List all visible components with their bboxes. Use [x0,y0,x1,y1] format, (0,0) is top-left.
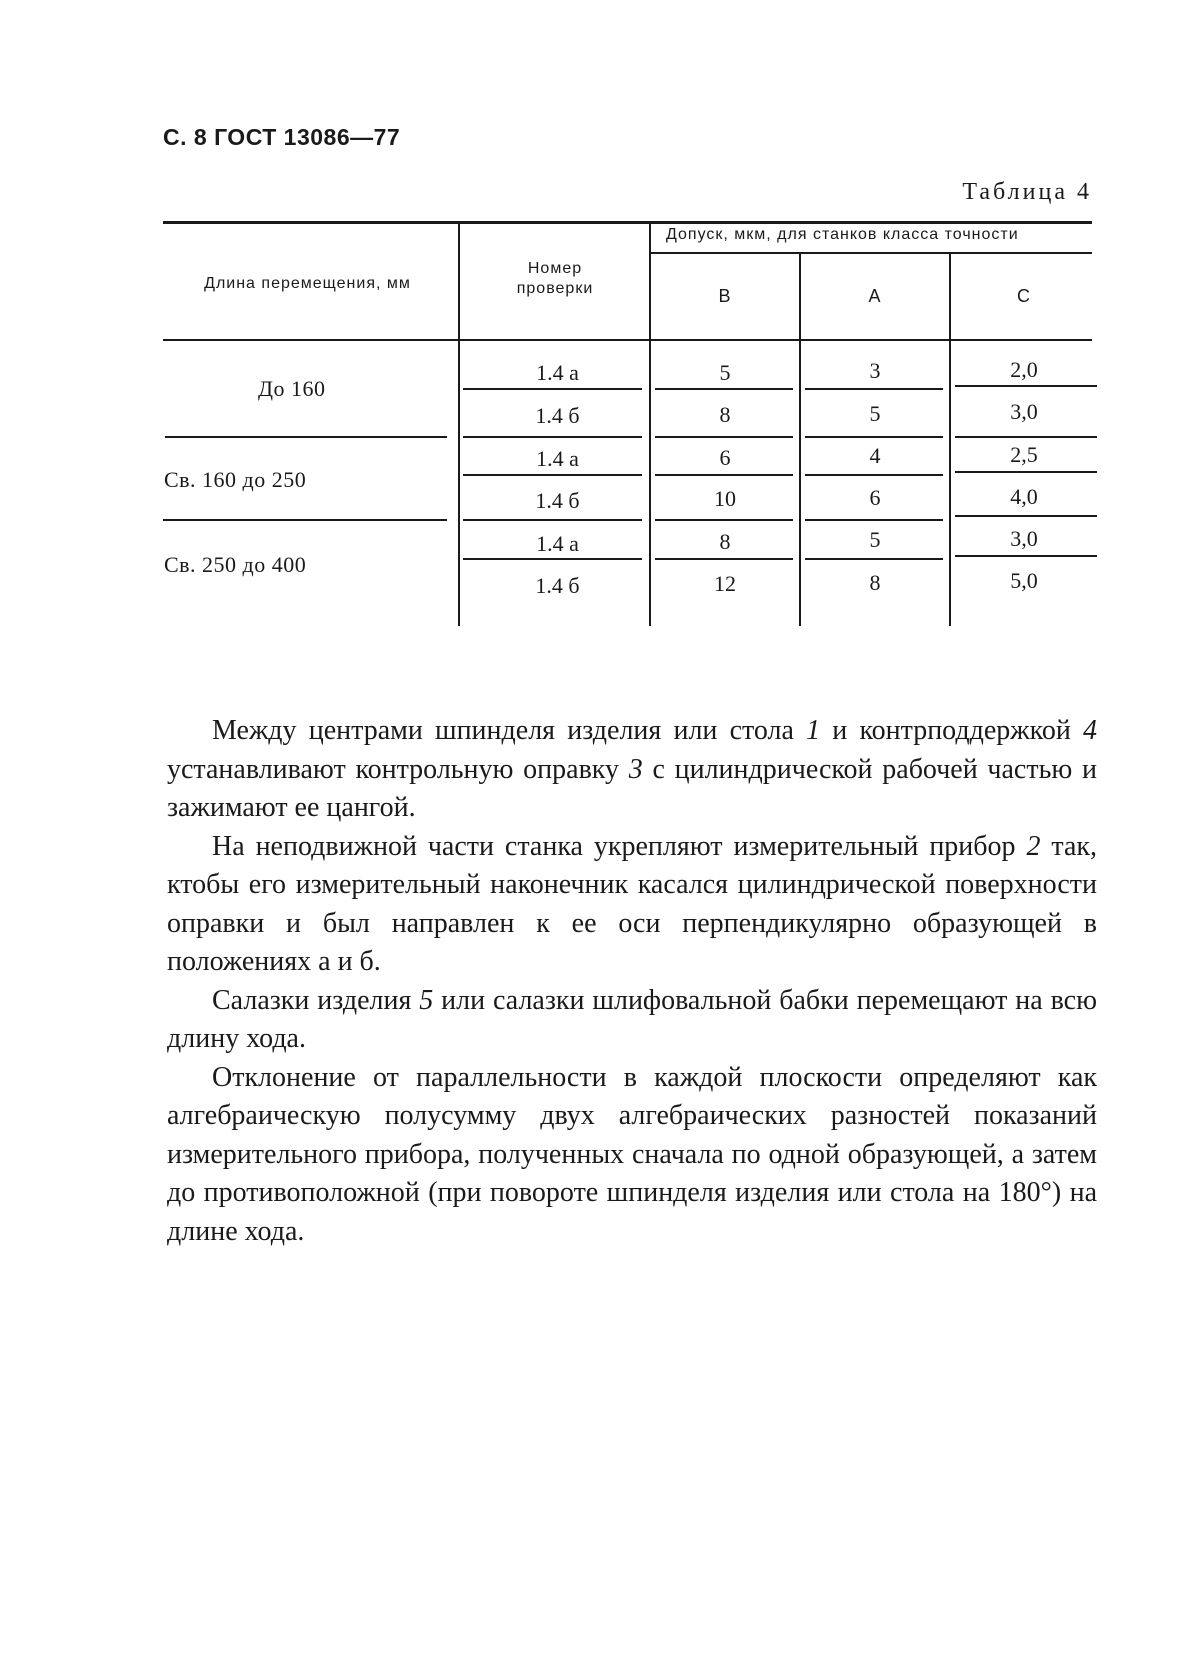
header-check-number-line2: проверки [516,280,594,297]
paragraph-2: На неподвижной части станка укрепляют измерительный прибор 2 так, ктобы его измерительный наконечник касался цилиндрической поверхности оправки и был направлен к ее оси перпендикулярно образующей в положениях а и б. [167,830,1097,977]
cell-class-b: 10 [714,486,736,511]
paragraph-1: Между центрами шпинделя изделия или стола 1 и контрподдержкой 4 устанавливают контрольную оправку 3 с цилиндрической рабочей частью и зажимают ее цангой. [167,715,1097,823]
cell-class-c: 5,0 [1010,568,1038,593]
cell-class-a: 4 [869,443,881,468]
cell-class-a: 5 [869,401,881,426]
row-separator [805,388,943,390]
row-separator [463,558,642,560]
row-separator [655,474,793,476]
cell-check-number: 1.4 а [536,446,579,471]
table-caption: Таблица 4 [962,179,1092,205]
row-separator [805,474,943,476]
row-separator [805,436,943,438]
ref-number: 4 [1083,715,1097,746]
group-label: Св. 250 до 400 [164,552,307,577]
cell-check-number: 1.4 а [536,531,579,556]
row-separator [805,558,943,560]
row-separator [655,519,793,521]
group-separator-2 [163,519,447,521]
cell-class-b: 5 [719,360,731,385]
row-separator [955,385,1097,387]
body-text [167,712,1097,1251]
cell-check-number: 1.4 а [536,360,579,385]
header-class-a: А [868,286,882,306]
ref-number: 2 [1026,830,1041,862]
cell-class-c: 3,0 [1010,526,1038,551]
group-label: До 160 [258,376,326,401]
cell-class-b: 12 [714,571,736,596]
cell-class-b: 6 [719,445,731,470]
cell-class-a: 6 [869,485,881,510]
row-separator [463,388,642,390]
header-length: Длина перемещения, мм [204,275,411,292]
ref-number: 1 [806,715,821,746]
cell-class-b: 8 [719,402,731,427]
cell-check-number: 1.4 б [535,488,580,513]
header-check-number-line1: Номер [527,260,583,277]
paragraph-4: Отклонение от параллельности в каждой плоскости определяют как алгебраическую полусумму двух алгебраических разностей показаний измерительного прибора, полученных сначала по одной образующей, а затем до противоположной (при повороте шпинделя изделия или стола на 180°) на длине хода. [167,1061,1097,1247]
row-separator [655,436,793,438]
ref-number: 5 [419,984,434,1016]
header-class-b: В [718,286,732,306]
row-separator [463,436,642,438]
cell-check-number: 1.4 б [535,573,580,598]
cell-check-number: 1.4 б [535,403,580,428]
row-separator [955,471,1097,473]
group-separator-1 [165,436,447,438]
row-separator [655,388,793,390]
header-class-c: С [1017,286,1031,306]
cell-class-c: 2,0 [1010,357,1038,382]
header-bottom-rule [163,339,1092,341]
header-tolerance: Допуск, мкм, для станков класса точности [666,226,1019,243]
header-check-number [462,259,648,299]
cell-class-c: 3,0 [1010,399,1038,424]
tolerance-subheader-rule [650,252,1092,254]
row-separator [955,515,1097,517]
row-separator [463,474,642,476]
page-header: С. 8 ГОСТ 13086—77 [163,124,401,150]
row-separator [463,519,642,521]
cell-class-c: 2,5 [1010,442,1038,467]
cell-class-a: 8 [869,570,881,595]
row-separator [655,558,793,560]
row-separator [955,555,1097,557]
cell-class-a: 5 [869,527,881,552]
row-separator [805,519,943,521]
ref-number: 3 [628,753,643,785]
cell-class-a: 3 [869,358,881,383]
cell-class-b: 8 [719,529,731,554]
col-divider-1 [458,223,460,626]
group-label: Св. 160 до 250 [164,467,307,492]
table-top-rule [163,221,1092,224]
row-separator [955,436,1097,438]
cell-class-c: 4,0 [1010,484,1038,509]
paragraph-3: Салазки изделия 5 или салазки шлифовальной бабки перемещают на всю длину хода. [167,984,1097,1054]
